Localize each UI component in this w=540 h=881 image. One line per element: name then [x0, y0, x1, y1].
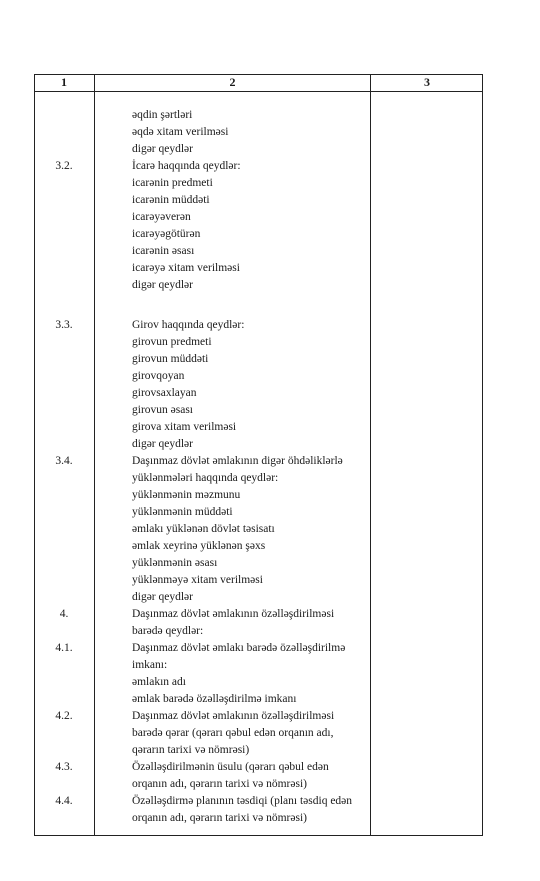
row-text: əmlak barədə özəlləşdirilmə imkanı [132, 693, 297, 705]
row-text: icarənin predmeti [132, 177, 213, 189]
row-text: Daşınmaz dövlət əmlakının digər öhdəliklərlə [132, 455, 343, 467]
header-col-1: 1 [61, 75, 67, 89]
row-text: icarəyəgötürən [132, 228, 201, 240]
row-number: 3.3. [55, 319, 73, 331]
row-text: imkanı: [132, 659, 168, 671]
row-text: icarəyə xitam verilməsi [132, 262, 240, 274]
row-number: 4.2. [55, 710, 73, 722]
row-text: girovsaxlayan [132, 387, 197, 399]
row-text: Özəlləşdirilmənin üsulu (qərarı qəbul edən [132, 761, 329, 773]
column-divider-1 [94, 74, 95, 836]
row-text: qərarın tarixi və nömrəsi) [132, 744, 250, 756]
row-text: yüklənmələri haqqında qeydlər: [132, 472, 279, 484]
row-text: İcarə haqqında qeydlər: [132, 160, 241, 172]
row-text: orqanın adı, qərarın tarixi və nömrəsi) [132, 778, 307, 790]
header-col-3: 3 [424, 75, 430, 89]
row-number: 3.2. [55, 160, 73, 172]
row-text: digər qeydlər [132, 279, 193, 291]
row-text: digər qeydlər [132, 438, 193, 450]
row-text: yüklənmənin əsası [132, 557, 218, 569]
column-divider-2 [370, 74, 371, 836]
row-text: Girov haqqında qeydlər: [132, 319, 245, 331]
row-number: 4. [59, 608, 69, 620]
row-number: 4.1. [55, 642, 73, 654]
row-text: barədə qərar (qərarı qəbul edən orqanın adı, [132, 727, 334, 739]
row-text: əmlak xeyrinə yüklənən şəxs [132, 540, 266, 552]
row-text: Özəlləşdirmə planının təsdiqi (planı təsdiq edən [132, 795, 353, 807]
header-divider [34, 91, 483, 92]
row-text: yüklənmənin müddəti [132, 506, 233, 518]
row-text: girovun predmeti [132, 336, 212, 348]
row-text: girovun müddəti [132, 353, 209, 365]
row-number: 4.3. [55, 761, 73, 773]
row-text: icarəyəverən [132, 211, 191, 223]
row-text: digər qeydlər [132, 591, 193, 603]
row-text: əqdə xitam verilməsi [132, 126, 229, 138]
row-text: yüklənmənin məzmunu [132, 489, 241, 501]
row-number: 3.4. [55, 455, 73, 467]
row-text: icarənin əsası [132, 245, 195, 257]
row-text: Daşınmaz dövlət əmlakının özəlləşdirilməsi [132, 608, 335, 620]
row-text: icarənin müddəti [132, 194, 210, 206]
row-text: barədə qeydlər: [132, 625, 204, 637]
row-text: digər qeydlər [132, 143, 193, 155]
row-text: girovun əsası [132, 404, 194, 416]
row-text: Daşınmaz dövlət əmlakı barədə özəlləşdirilmə [132, 642, 346, 654]
row-text: əmlakı yüklənən dövlət təsisatı [132, 523, 275, 535]
row-text: yüklənməyə xitam verilməsi [132, 574, 263, 586]
row-number: 4.4. [55, 795, 73, 807]
row-text: Daşınmaz dövlət əmlakının özəlləşdirilməsi [132, 710, 335, 722]
row-text: girova xitam verilməsi [132, 421, 237, 433]
row-text: girovqoyan [132, 370, 185, 382]
row-text: əqdin şərtləri [132, 109, 193, 121]
row-text: əmlakın adı [132, 676, 186, 688]
row-text: orqanın adı, qərarın tarixi və nömrəsi) [132, 812, 307, 824]
header-col-2: 2 [229, 75, 236, 89]
